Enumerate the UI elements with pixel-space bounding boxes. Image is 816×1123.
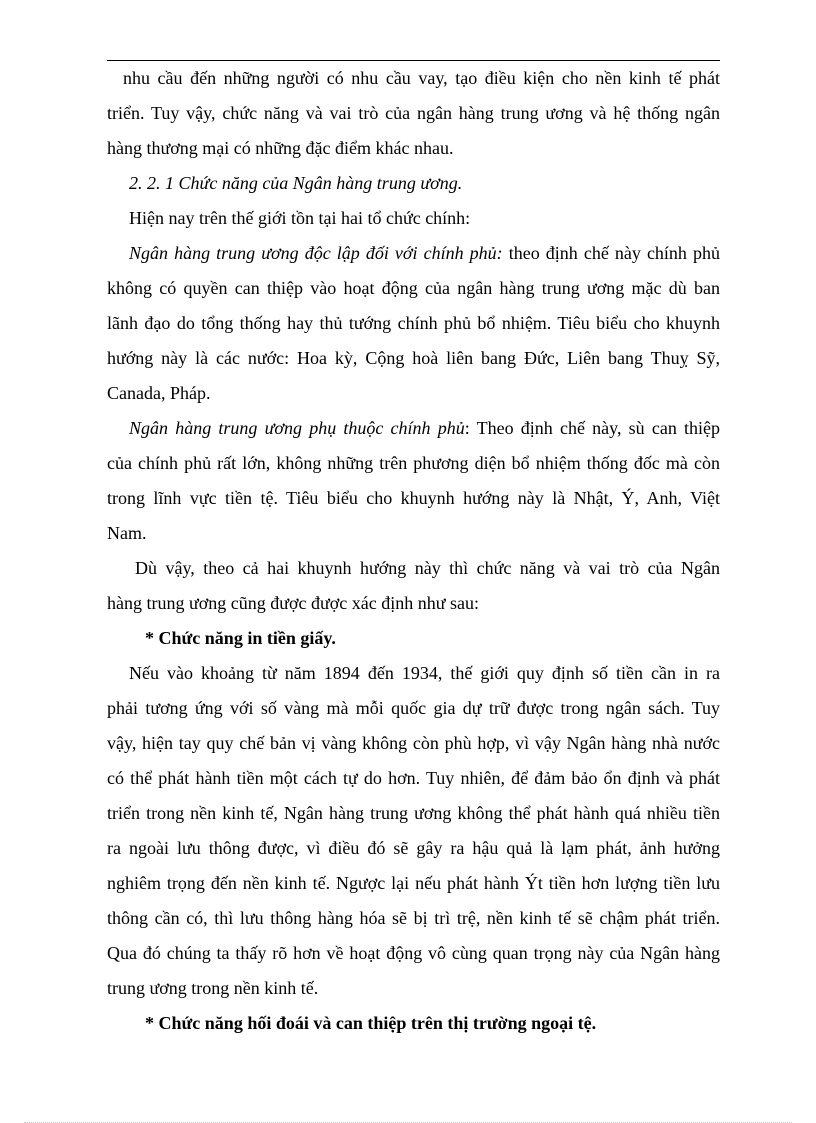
text-line: Dù vậy, theo cả hai khuynh hướng này thì chức năng và vai trò của Ngân — [135, 558, 720, 578]
text-line: hàng trung ương cũng được được xác định như sau: — [107, 593, 480, 613]
text-line-mixed — [107, 411, 720, 446]
function-heading: * Chức năng in tiền giấy. — [145, 628, 336, 648]
text-line: triển trong nền kinh tế, Ngân hàng trung ương không thể phát hành quá nhiều tiền — [107, 803, 720, 823]
text-line: Qua đó chúng ta thấy rõ hơn về hoạt động vô cùng quan trọng này của Ngân hàng — [107, 943, 720, 963]
text-line: không có quyền can thiệp vào hoạt động của ngân hàng trung ương mặc dù ban — [107, 278, 720, 298]
text-line: Canada, Pháp. — [107, 383, 211, 403]
dependent-label: Ngân hàng trung ương phụ thuộc chính phủ — [129, 418, 465, 438]
text-line: phải tương ứng với số vàng mà mỗi quốc gia dự trữ được trong ngân sách. Tuy — [107, 698, 720, 718]
text-line: có thể phát hành tiền một cách tự do hơn. Tuy nhiên, để đảm bảo ổn định và phát — [107, 768, 720, 788]
text-line: lãnh đạo do tổng thống hay thủ tướng chính phủ bổ nhiệm. Tiêu biểu cho khuynh — [107, 313, 720, 333]
text-line: trong lĩnh vực tiền tệ. Tiêu biểu cho khuynh hướng này là Nhật, Ý, Anh, Việt — [107, 488, 720, 508]
text-line: Nam. — [107, 523, 147, 543]
independent-text: theo định chế này chính phủ — [502, 243, 720, 263]
text-line: hàng thương mại có những đặc điểm khác nhau. — [107, 138, 454, 158]
text-line: triển. Tuy vậy, chức năng và vai trò của ngân hàng trung ương và hệ thống ngân — [107, 103, 720, 123]
dependent-text: : Theo định chế này, sù can thiệp — [464, 418, 720, 438]
text-line: Hiện nay trên thế giới tồn tại hai tổ chức chính: — [129, 208, 471, 228]
text-line: nghiêm trọng đến nền kinh tế. Ngược lại nếu phát hành Ýt tiền hơn lượng tiền lưu — [107, 873, 720, 893]
text-line: hướng này là các nước: Hoa kỳ, Cộng hoà liên bang Đức, Liên bang Thuỵ Sỹ, — [107, 348, 720, 368]
section-heading: 2. 2. 1 Chức năng của Ngân hàng trung ương. — [129, 173, 463, 193]
text-line: Nếu vào khoảng từ năm 1894 đến 1934, thế giới quy định số tiền cần in ra — [129, 663, 720, 683]
function-heading: * Chức năng hối đoái và can thiệp trên thị trường ngoại tệ. — [145, 1013, 597, 1033]
text-line: trung ương trong nền kinh tế. — [107, 978, 319, 998]
text-line: của chính phủ rất lớn, không những trên phương diện bổ nhiệm thống đốc mà còn — [107, 453, 720, 473]
text-line: nhu cầu đến những người có nhu cầu vay, tạo điều kiện cho nền kinh tế phát — [123, 68, 720, 88]
text-line-mixed — [107, 236, 720, 271]
text-line: vậy, hiện tay quy chế bản vị vàng không còn phù hợp, vì vậy Ngân hàng nhà nước — [107, 733, 720, 753]
text-line: ra ngoài lưu thông được, vì điều đó sẽ gây ra hậu quả là lạm phát, ảnh hưởng — [107, 838, 720, 858]
text-line: thông cần có, thì lưu thông hàng hóa sẽ bị trì trệ, nền kinh tế sẽ chậm phát triển. — [107, 908, 720, 928]
independent-label: Ngân hàng trung ương độc lập đối với chính phủ: — [129, 243, 503, 263]
